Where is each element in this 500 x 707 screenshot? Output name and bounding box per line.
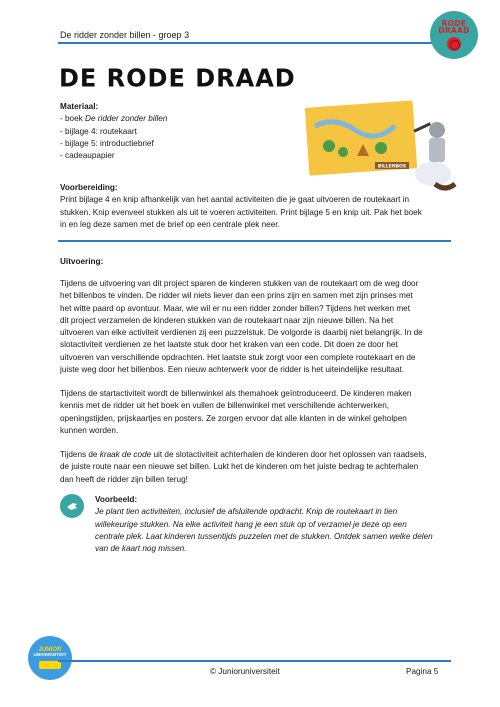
logo-line-2: DRAAD xyxy=(438,25,470,35)
hill xyxy=(435,184,455,188)
map-sign-text: BILLENBOS xyxy=(377,164,407,170)
voorbeeld-line: centrale plek. Laat kinderen tussentijds puzzelen met de stukken. Ontdek samen welke delen xyxy=(95,531,433,541)
voorbeeld-line: Je plant tien activiteiten, inclusief de afsluitende opdracht. Knip de routekaart in tien xyxy=(95,507,398,517)
knight-helmet xyxy=(429,122,445,138)
voorbereiding-line: stukken. Knip evenveel stukken als uit te voeren activiteiten. Print bijlage 5 en knip uit. Pak het boek xyxy=(60,207,422,217)
voorbereiding-label: Voorbereiding: xyxy=(60,183,118,192)
header-divider xyxy=(58,42,451,44)
junioruniversiteit-logo: JUNIOR UNIVERSITEIT xyxy=(28,636,72,680)
rode-draad-logo xyxy=(430,11,478,59)
uitvoering-label: Uitvoering: xyxy=(60,257,104,266)
materiaal-item: - bijlage 4: routekaart xyxy=(60,126,137,136)
materiaal-label: Materiaal: xyxy=(60,102,99,111)
voorbeeld-line: willekeurige stukken. Na elke activiteit hang je een stuk op of verzamel je deze op een xyxy=(95,519,407,529)
map-tree xyxy=(323,140,335,152)
page-title: DE RODE DRAAD xyxy=(59,63,296,93)
yarn-ball-icon xyxy=(447,37,461,51)
telescope xyxy=(413,122,431,132)
uitvoering-paragraph-2: Tijdens de startactiviteit wordt de billenwinkel als themahoek geïntroduceerd. De kinderen maken kennis met de ridder uit het boek en vullen de billenwinkel met verschillende achterwerken, openingstijden, prijskaartjes en posters. Ze zorgen ervoor dat alle klanten in de winkel geholpen kunnen worden. xyxy=(60,389,412,435)
materiaal-item: - bijlage 5: introductiebrief xyxy=(60,138,154,148)
map-tree xyxy=(375,142,387,154)
hand-pointing-icon xyxy=(65,499,79,513)
materiaal-item: - boek De ridder zonder billen xyxy=(60,114,168,124)
materiaal-section xyxy=(60,101,167,162)
knight-armor xyxy=(429,138,445,162)
uitvoering-paragraph-1: Tijdens de uitvoering van dit project sparen de kinderen stukken van de routekaart om de weg door het billenbos te vinden. De ridder wil niets liever dan een prins zijn en samen met zijn prinses met het witte paard op avontuur. Maar, wie wil er nu een ridder zonder billen? Tijdens het werken met dit project verzamelen de kinderen stukken van de routekaart naar zijn nieuwe billen. Na het uitvoeren van elke activiteit verdienen zij een puzzelstuk. De volgorde is daarbij niet belangrijk. In de slotactiviteit verdienen ze het laatste stuk door het kraken van een code. Dit doen ze door het uitvoeren van verschillende opdrachten. Het laatste stuk zorgt voor een complete routekaart en de juiste weg door het billenbos. Een nieuw achterwerk voor de ridder is het uiteindelijke resultaat. xyxy=(60,279,423,375)
voorbeeld-section xyxy=(95,494,451,555)
footer-copyright: © Junioruniversiteit xyxy=(210,667,280,676)
header-title: De ridder zonder billen - groep 3 xyxy=(60,30,190,40)
voorbeeld-line: van de kaart nog missen. xyxy=(95,544,187,554)
voorbeeld-label: Voorbeeld: xyxy=(95,495,138,504)
logo-line-1: RODE xyxy=(441,18,467,28)
knight-map-illustration xyxy=(295,96,457,196)
materiaal-item: - cadeaupapier xyxy=(60,151,115,161)
uitvoering-paragraph-3: Tijdens de kraak de code uit de slotactiviteit achterhalen de kinderen door het oplossen van raadsels, de juiste route naar een nieuwe set billen. Lukt het de kinderen om het juiste bedrag te achterhalen dan heeft de ridder zijn billen terug! xyxy=(60,450,427,484)
voorbereiding-line: Print bijlage 4 en knip afhankelijk van het aantal activiteiten die je gaat uitvoeren de routekaart in xyxy=(60,195,410,205)
voorbereiding-section xyxy=(60,182,422,231)
section-divider xyxy=(58,240,451,242)
map-tree xyxy=(338,147,348,157)
page-number: Pagina 5 xyxy=(406,667,439,676)
voorbereiding-line: in en leg deze samen met de brief op een centrale plek neer. xyxy=(60,219,280,229)
voorbeeld-badge xyxy=(60,494,84,518)
footer-divider xyxy=(58,660,451,662)
